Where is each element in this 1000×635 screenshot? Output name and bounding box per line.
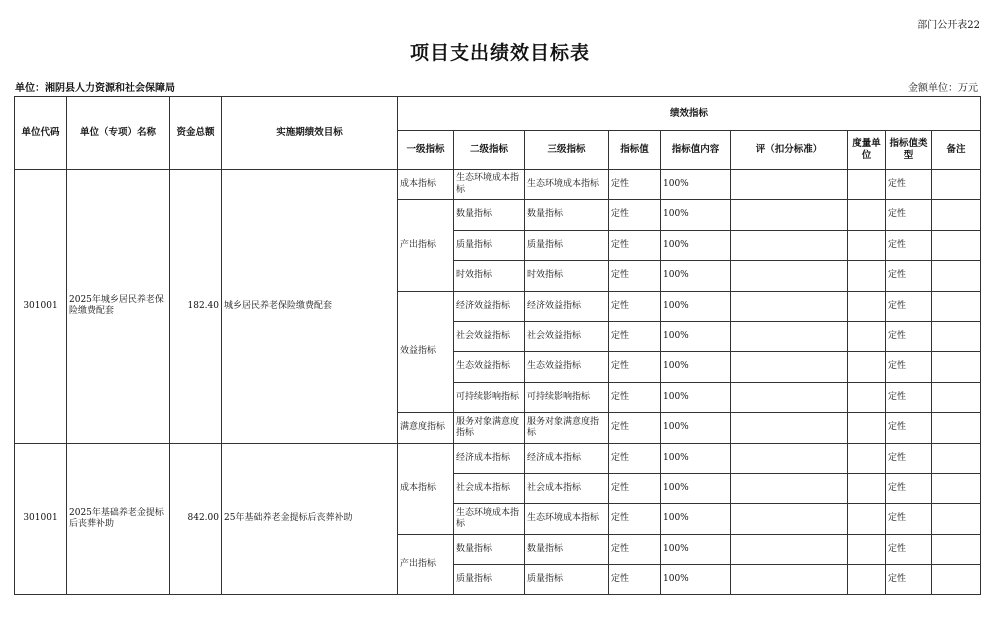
value-cell: 定性 [609,382,661,412]
value-content-cell: 100% [661,565,731,595]
table-code: 部门公开表22 [917,20,980,31]
level3-cell: 社会效益指标 [525,321,609,351]
remark-cell [932,565,981,595]
eval-cell [731,382,848,412]
value-cell: 定性 [609,565,661,595]
value-type-cell: 定性 [886,413,932,443]
eval-cell [731,291,848,321]
unit-code-cell: 301001 [15,170,67,444]
value-type-cell: 定性 [886,534,932,564]
header-measure-unit: 度量单位 [848,131,886,170]
level2-cell: 服务对象满意度指标 [454,413,525,443]
performance-table [14,96,981,595]
measure-unit-cell [848,382,886,412]
level2-cell: 社会效益指标 [454,321,525,351]
level2-cell: 经济成本指标 [454,443,525,473]
value-type-cell: 定性 [886,504,932,534]
value-cell: 定性 [609,504,661,534]
unit-name-cell: 2025年城乡居民养老保险缴费配套 [67,170,170,444]
value-cell: 定性 [609,230,661,260]
value-cell: 定性 [609,261,661,291]
total-funds-cell: 182.40 [170,170,222,444]
level3-cell: 数量指标 [525,200,609,230]
value-content-cell: 100% [661,504,731,534]
eval-cell [731,352,848,382]
remark-cell [932,382,981,412]
eval-cell [731,261,848,291]
remark-cell [932,443,981,473]
eval-cell [731,230,848,260]
value-cell: 定性 [609,321,661,351]
value-content-cell: 100% [661,170,731,200]
value-type-cell: 定性 [886,321,932,351]
total-funds-cell: 842.00 [170,443,222,595]
value-content-cell: 100% [661,230,731,260]
header-eval: 评（扣分标准） [731,131,848,170]
level2-cell: 可持续影响指标 [454,382,525,412]
value-type-cell: 定性 [886,352,932,382]
level2-cell: 质量指标 [454,230,525,260]
remark-cell [932,170,981,200]
header-level3: 三级指标 [525,131,609,170]
value-content-cell: 100% [661,534,731,564]
value-type-cell: 定性 [886,382,932,412]
value-content-cell: 100% [661,352,731,382]
eval-cell [731,413,848,443]
table-row [15,170,981,200]
level1-cell: 满意度指标 [398,413,454,443]
level1-cell: 成本指标 [398,170,454,200]
goal-cell: 25年基础养老金提标后丧葬补助 [222,443,398,595]
measure-unit-cell [848,230,886,260]
remark-cell [932,473,981,503]
value-cell: 定性 [609,291,661,321]
remark-cell [932,291,981,321]
level3-cell: 生态效益指标 [525,352,609,382]
value-content-cell: 100% [661,443,731,473]
eval-cell [731,565,848,595]
header-unit-name: 单位（专项）名称 [67,97,170,170]
header-level1: 一级指标 [398,131,454,170]
measure-unit-cell [848,352,886,382]
value-type-cell: 定性 [886,443,932,473]
value-cell: 定性 [609,534,661,564]
value-content-cell: 100% [661,261,731,291]
measure-unit-cell [848,443,886,473]
header-goal: 实施期绩效目标 [222,97,398,170]
value-type-cell: 定性 [886,170,932,200]
level2-cell: 数量指标 [454,200,525,230]
measure-unit-cell [848,261,886,291]
measure-unit-cell [848,473,886,503]
value-content-cell: 100% [661,473,731,503]
level2-cell: 社会成本指标 [454,473,525,503]
eval-cell [731,321,848,351]
remark-cell [932,230,981,260]
measure-unit-cell [848,200,886,230]
value-content-cell: 100% [661,382,731,412]
value-cell: 定性 [609,473,661,503]
header-unit-code: 单位代码 [15,97,67,170]
level2-cell: 生态环境成本指标 [454,504,525,534]
unit-name-cell: 2025年基础养老金提标后丧葬补助 [67,443,170,595]
remark-cell [932,261,981,291]
value-cell: 定性 [609,170,661,200]
level3-cell: 经济成本指标 [525,443,609,473]
eval-cell [731,170,848,200]
remark-cell [932,352,981,382]
level2-cell: 生态效益指标 [454,352,525,382]
value-type-cell: 定性 [886,565,932,595]
eval-cell [731,443,848,473]
value-type-cell: 定性 [886,291,932,321]
level2-cell: 质量指标 [454,565,525,595]
header-total-funds: 资金总额 [170,97,222,170]
measure-unit-cell [848,321,886,351]
value-cell: 定性 [609,443,661,473]
level3-cell: 经济效益指标 [525,291,609,321]
header-value: 指标值 [609,131,661,170]
level3-cell: 生态环境成本指标 [525,170,609,200]
level3-cell: 社会成本指标 [525,473,609,503]
value-type-cell: 定性 [886,473,932,503]
measure-unit-cell [848,534,886,564]
table-row [15,443,981,473]
level2-cell: 数量指标 [454,534,525,564]
header-value-type: 指标值类型 [886,131,932,170]
level1-cell: 产出指标 [398,200,454,291]
remark-cell [932,200,981,230]
header-performance: 绩效指标 [398,97,981,131]
measure-unit-cell [848,413,886,443]
measure-unit-cell [848,565,886,595]
eval-cell [731,504,848,534]
level2-cell: 经济效益指标 [454,291,525,321]
value-content-cell: 100% [661,200,731,230]
unit-label: 单位：湘阴县人力资源和社会保障局 [15,83,175,94]
value-content-cell: 100% [661,321,731,351]
measure-unit-cell [848,291,886,321]
page-title: 项目支出绩效目标表 [409,42,590,64]
level3-cell: 质量指标 [525,230,609,260]
level1-cell: 产出指标 [398,534,454,595]
level3-cell: 服务对象满意度指标 [525,413,609,443]
level1-cell: 成本指标 [398,443,454,534]
measure-unit-cell [848,504,886,534]
value-cell: 定性 [609,413,661,443]
eval-cell [731,200,848,230]
remark-cell [932,504,981,534]
level2-cell: 时效指标 [454,261,525,291]
header-value-content: 指标值内容 [661,131,731,170]
value-cell: 定性 [609,352,661,382]
remark-cell [932,413,981,443]
level3-cell: 质量指标 [525,565,609,595]
header-remark: 备注 [932,131,981,170]
level2-cell: 生态环境成本指标 [454,170,525,200]
measure-unit-cell [848,170,886,200]
remark-cell [932,321,981,351]
value-content-cell: 100% [661,291,731,321]
level3-cell: 时效指标 [525,261,609,291]
level3-cell: 数量指标 [525,534,609,564]
value-cell: 定性 [609,200,661,230]
eval-cell [731,473,848,503]
header-level2: 二级指标 [454,131,525,170]
level3-cell: 生态环境成本指标 [525,504,609,534]
value-type-cell: 定性 [886,261,932,291]
value-content-cell: 100% [661,413,731,443]
eval-cell [731,534,848,564]
level1-cell: 效益指标 [398,291,454,413]
remark-cell [932,534,981,564]
money-unit-label: 金额单位：万元 [908,83,978,94]
value-type-cell: 定性 [886,230,932,260]
level3-cell: 可持续影响指标 [525,382,609,412]
goal-cell: 城乡居民养老保险缴费配套 [222,170,398,444]
unit-code-cell: 301001 [15,443,67,595]
value-type-cell: 定性 [886,200,932,230]
